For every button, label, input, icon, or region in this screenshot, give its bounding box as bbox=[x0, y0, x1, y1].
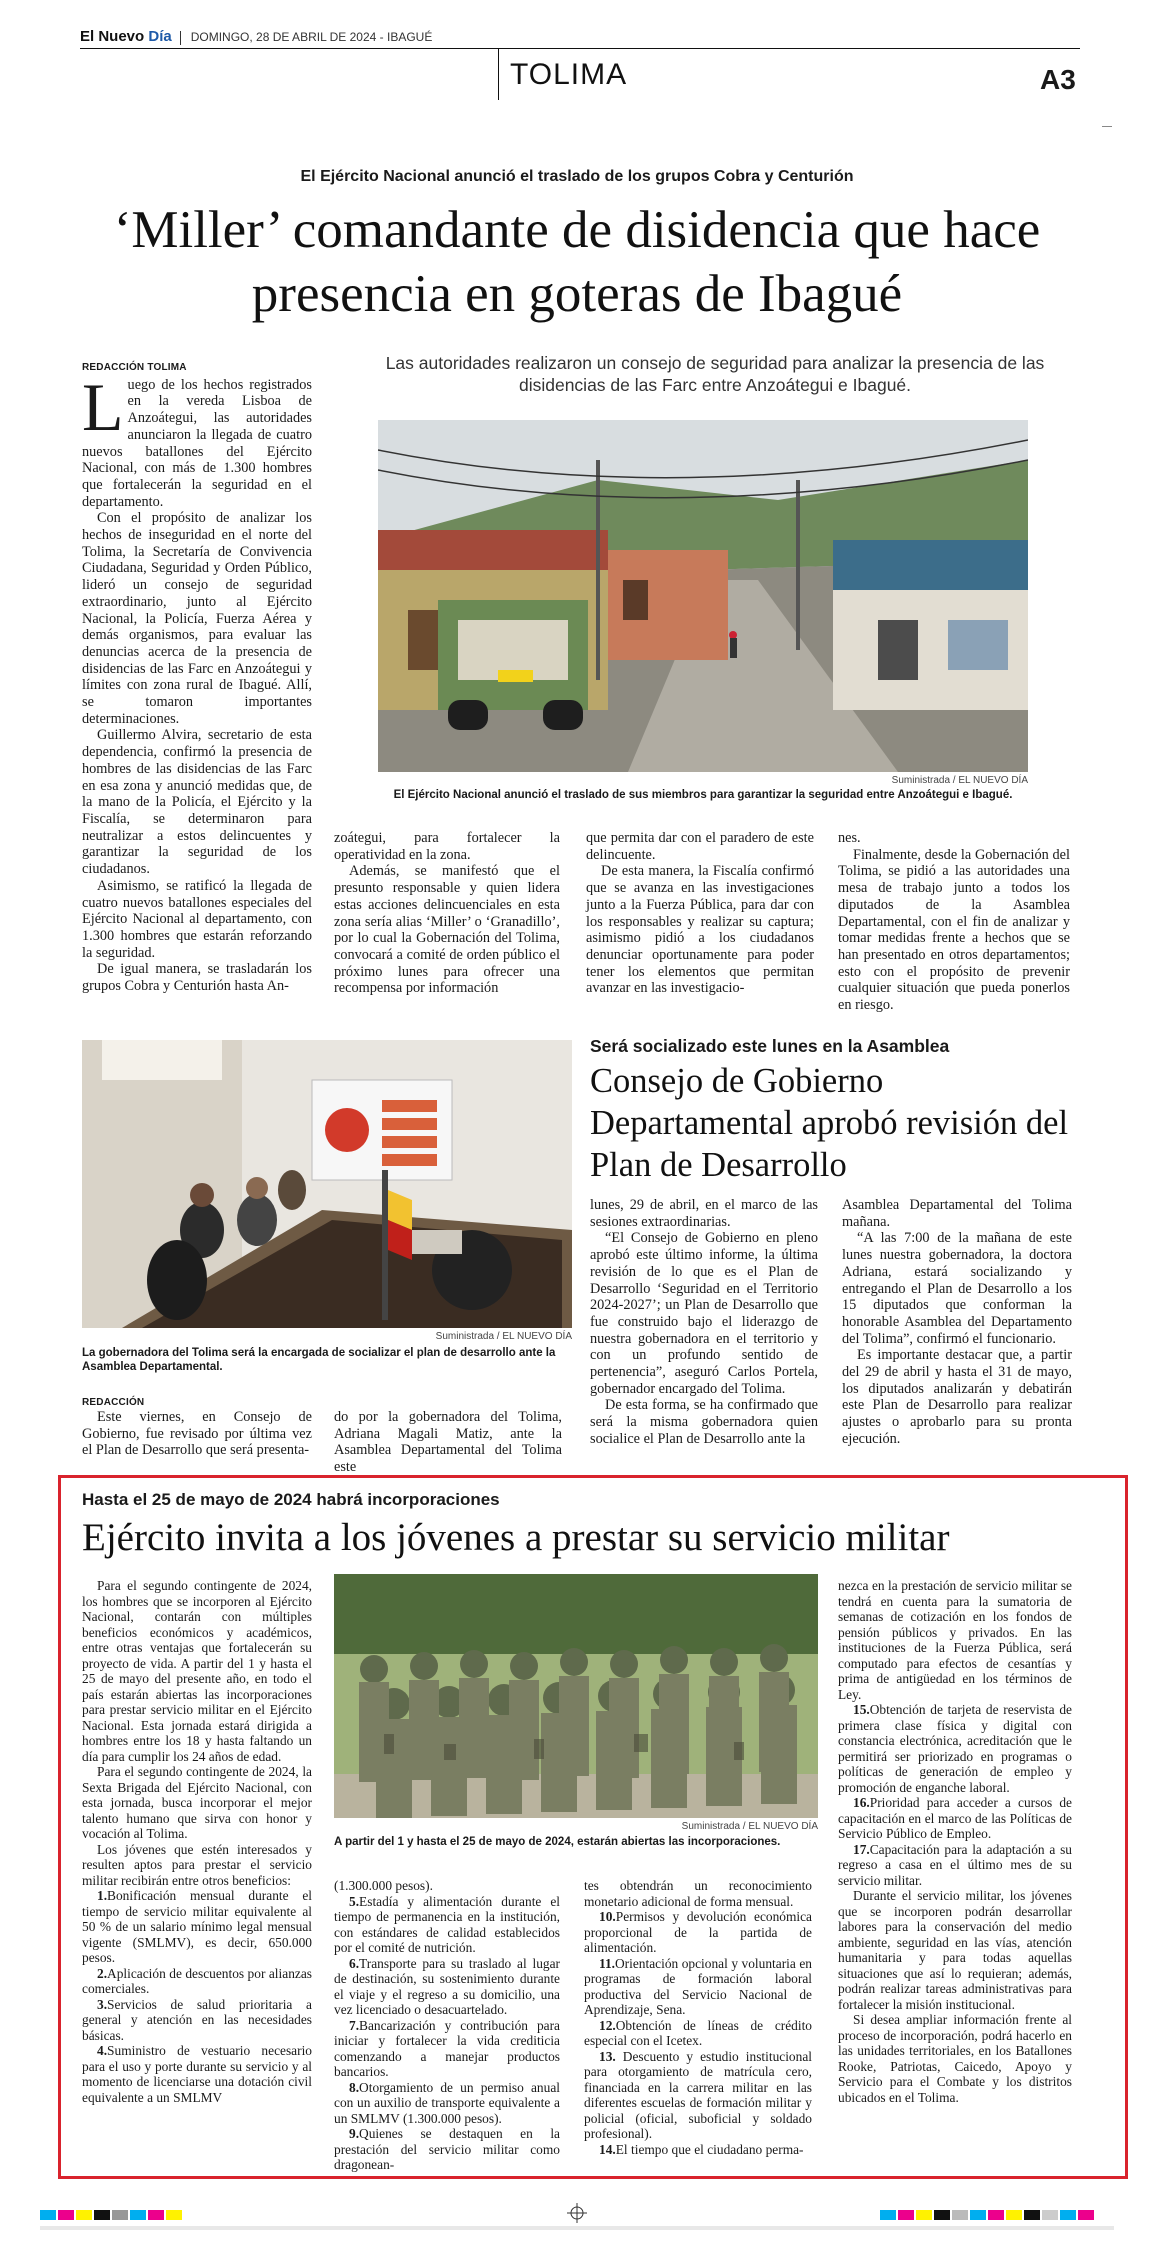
article3-photo-caption: A partir del 1 y hasta el 25 de mayo de 2024, estarán abiertas las incorporaciones. bbox=[334, 1836, 781, 1848]
meeting-photo bbox=[82, 1040, 572, 1328]
list-item: 3.Servicios de salud prioritaria a general y atención en las necesidades básicas. bbox=[82, 1996, 312, 2043]
list-item: 11.Orientación opcional y voluntaria en programas de formación laboral productiva del Servicio Nacional de Aprendizaje, Sena. bbox=[584, 1955, 812, 2017]
print-color-bar-left bbox=[40, 2210, 184, 2226]
article1-column-3: que permita dar con el paradero de este delincuente. De esta manera, la Fiscalía confirmó que se avanza en las investigaciones junto a la Fuerza Pública, para dar con los responsables y realizar su captura; asimismo pidió a los ciudadanos denunciar oportunamente para poder tener los elementos que permitan avanzar en las investigacio- bbox=[586, 830, 814, 997]
list-item: tes obtendrán un reconocimiento monetario adicional de forma mensual. bbox=[584, 1878, 812, 1909]
soldiers-formation-image bbox=[334, 1574, 818, 1818]
article2-photo-credit: Suministrada / EL NUEVO DÍA bbox=[435, 1331, 572, 1342]
street-scene-image bbox=[378, 420, 1028, 772]
article1-kicker: El Ejército Nacional anunció el traslado de los grupos Cobra y Centurión bbox=[300, 168, 854, 185]
registration-mark-icon bbox=[567, 2203, 587, 2223]
list-item: 6.Transporte para su traslado al lugar de destinación, su sostenimiento durante el viaje y el regreso a su domicilio, una vez licenciado o desacuartelado. bbox=[334, 1955, 560, 2017]
list-item: 17.Capacitación para la adaptación a su regreso a casa en el último mes de su servicio militar. bbox=[838, 1841, 1072, 1888]
article3-column-1 bbox=[82, 1578, 312, 2105]
drop-cap: L bbox=[82, 368, 124, 445]
header-rule bbox=[80, 48, 1080, 49]
list-item: 13. Descuento y estudio institucional para otorgamiento de matrícula cero, financiada en la carrera militar en las diferentes escuelas de formación militar y policial (oficial, suboficial y soldado profesional). bbox=[584, 2048, 812, 2141]
list-item: 4.Suministro de vestuario necesario para el uso y porte durante su servicio y al momento de licenciarse una dotación civil equivalente a un SMLMV bbox=[82, 2043, 312, 2105]
list-item: 2.Aplicación de descuentos por alianzas comerciales. bbox=[82, 1965, 312, 1996]
list-item: 15.Obtención de tarjeta de reservista de primera clase física y digital con constancia electrónica, acreditación que le permitirá ser priorizado en programas o políticas de generación de empleo y promoción de enganche laboral. bbox=[838, 1702, 1072, 1795]
article1-column-4: nes. Finalmente, desde la Gobernación del Tolima, se pidió a las autoridades una mesa de trabajo junto a todos los diputados de la Asamblea Departamental, con el fin de analizar y tomar medidas frente a hechos que se han presentado en otros departamentos; esto con el propósito de prevenir cualquier situación que pueda ponerlos en riesgo. bbox=[838, 830, 1070, 1014]
list-item: 8.Otorgamiento de un permiso anual con un auxilio de transporte equivalente a un SMLMV (1.300.000 pesos). bbox=[334, 2079, 560, 2126]
street-photo bbox=[378, 420, 1028, 772]
list-item: 10.Permisos y devolución económica proporcional de la partida de alimentación. bbox=[584, 1909, 812, 1955]
article1-photo-credit: Suministrada / EL NUEVO DÍA bbox=[891, 775, 1028, 786]
council-meeting-image bbox=[82, 1040, 572, 1328]
page-number: A3 bbox=[1040, 64, 1076, 95]
brand-logo: El Nuevo Día bbox=[80, 28, 172, 45]
list-item: Durante el servicio militar, los jóvenes que se incorporen podrán desarrollar labores para la conservación del medio ambiente, seguridad en las vías, atención humanitaria y para todas aquellas situaciones que así lo requieran; además, podrán realizar tareas administrativas para fortalecer la misión institucional. bbox=[838, 1888, 1072, 2012]
list-item: Para el segundo contingente de 2024, la Sexta Brigada del Ejército Nacional, con esta jornada, busca incorporar el mejor talento humano que sirva con honor y vocación al Tolima. bbox=[82, 1764, 312, 1841]
article2-headline[interactable]: Consejo de Gobierno Departamental aprobó revisión del Plan de Desarrollo bbox=[590, 1062, 1069, 1184]
article2-column-1: Este viernes, en Consejo de Gobierno, fue revisado por última vez el Plan de Desarrollo que será presenta- bbox=[82, 1409, 312, 1459]
list-item: Si desea ampliar información frente al proceso de incorporación, podrá hacerlo en las unidades territoriales, en los Batallones Rooke, Patriotas, Caicedo, Apoyo y Servicio para el Combate y los distritos ubicados en el Tolima. bbox=[838, 2012, 1072, 2105]
article2-column-2: do por la gobernadora del Tolima, Adriana Magali Matiz, ante la Asamblea Departamental del Tolima este bbox=[334, 1409, 562, 1476]
article3-photo-credit: Suministrada / EL NUEVO DÍA bbox=[681, 1821, 818, 1832]
article3-column-2 bbox=[334, 1878, 560, 2173]
article1-photo-caption: El Ejército Nacional anunció el traslado de sus miembros para garantizar la seguridad entre Anzoátegui e Ibagué. bbox=[393, 789, 1013, 801]
article3-column-3 bbox=[584, 1878, 812, 2157]
list-item: 7.Bancarización y contribución para iniciar y fortalecer la vida crediticia comenzando a manejar productos bancarios. bbox=[334, 2017, 560, 2079]
list-item: Los jóvenes que estén interesados y resulten aptos para prestar el servicio militar recibirán entre otros beneficios: bbox=[82, 1841, 312, 1888]
article2-photo-caption: La gobernadora del Tolima será la encargada de socializar el plan de desarrollo ante la Asamblea Departamental. bbox=[82, 1347, 556, 1373]
article3-kicker: Hasta el 25 de mayo de 2024 habrá incorporaciones bbox=[82, 1490, 500, 1509]
list-item: 14.El tiempo que el ciudadano perma- bbox=[599, 2141, 804, 2157]
soldiers-photo bbox=[334, 1574, 818, 1818]
list-item: nezca en la prestación de servicio militar se tendrá en cuenta para la sumatoria de semanas de cotización en los fondos de pensión públicos y privados. En las instituciones de la Fuerza Pública, será computado para efectos de cesantías y prima de antigüedad en los términos de Ley. bbox=[838, 1578, 1072, 1702]
article3-headline[interactable]: Ejército invita a los jóvenes a prestar su servicio militar bbox=[82, 1516, 950, 1559]
article1-photo-overline: Las autoridades realizaron un consejo de seguridad para analizar la presencia de las disidencias de las Farc entre Anzoátegui e Ibagué. bbox=[385, 353, 1045, 395]
print-color-bar-right bbox=[880, 2210, 1096, 2226]
article1-column-1: REDACCIÓN TOLIMA Luego de los hechos registrados en la vereda Lisboa de Anzoátegui, las autoridades anunciaron la llegada de cuatro nuevos batallones del Ejército Nacional, con más de 1.300 hombres que fortalecerán la seguridad en el departamento. Con el propósito de analizar los hechos de inseguridad en el norte del Tolima, la Secretaría de Convivencia Ciudadana, Seguridad y Orden Público, lideró un consejo de seguridad extraordinario, junto al Ejército Nacional, la Policía, Fuerza Aérea y demás organismos, para evaluar las denuncias acerca de la presencia de disidencias de las Farc en Anzoátegui y límites con zona rural de Ibagué. Allí, se tomaron importantes determinaciones. Guillermo Alvira, secretario de esta dependencia, confirmó la presencia de hombres de las disidencias de las Farc en esa zona y anunció medidas que, de la mano de la Policía, el Ejército y la Fiscalía, se determinaron para neutralizar a estos delincuentes y garantizar la seguridad de los ciudadanos. Asimismo, se ratificó la llegada de cuatro nuevos batallones especiales del Ejército Nacional al departamento, con 1.300 hombres que estarán reforzando la seguridad. De igual manera, se trasladarán los grupos Cobra y Centurión hasta An- bbox=[82, 362, 312, 995]
bottom-strip bbox=[40, 2226, 1114, 2230]
list-item: 1.Bonificación mensual durante el tiempo de servicio militar equivalente al 50 % de un salario mínimo legal mensual vigente (SMLMV), es decir, 650.000 pesos. bbox=[82, 1888, 312, 1965]
list-item: 12.Obtención de líneas de crédito especial con el Icetex. bbox=[584, 2017, 812, 2048]
list-item: Para el segundo contingente de 2024, los hombres que se incorporen al Ejército Nacional, contarán con múltiples beneficios económicos y académicos, entre otras ventajas que fortalecerán su proyecto de vida. A partir del 1 y hasta el 25 de mayo del presente año, en todo el país estarán abiertas las incorporaciones para prestar servicio militar en el Ejército Nacional. Esta jornada estará dirigida a hombres entre los 18 y hasta faltando un día para cumplir los 24 años de edad. bbox=[82, 1578, 312, 1764]
article1-byline: REDACCIÓN TOLIMA bbox=[82, 362, 187, 373]
article2-kicker: Será socializado este lunes en la Asamblea bbox=[590, 1036, 950, 1056]
section-divider bbox=[498, 48, 499, 100]
article2-column-4: Asamblea Departamental del Tolima mañana. “A las 7:00 de la mañana de este lunes nuestra gobernadora, la doctora Adriana, estará socializando y entregando el Plan de Desarrollo a los 15 diputados que conforman la honorable Asamblea del Departamento del Tolima”, confirmó el funcionario. Es importante destacar que, a partir del 29 de abril y hasta el 31 de mayo, los diputados analizarán y debatirán este Plan de Desarrollo para realizar ajustes o aprobarlo para su pronta ejecución. bbox=[842, 1197, 1072, 1447]
edition-date: DOMINGO, 28 DE ABRIL DE 2024 - IBAGUÉ bbox=[190, 30, 433, 44]
section-name: TOLIMA bbox=[510, 58, 628, 91]
masthead bbox=[80, 28, 432, 45]
list-item: 16.Prioridad para acceder a cursos de capacitación en el marco de las Políticas de Servicio Público de Empleo. bbox=[838, 1795, 1072, 1841]
article1-column-2: zoátegui, para fortalecer la operatividad en la zona. Además, se manifestó que el presunto responsable y quien lidera estas acciones delincuenciales en esta zona sería alias ‘Miller’ o ‘Granadillo’, por lo cual la Gobernación del Tolima, convocará a comité de orden público el próximo lunes para ofrecer una recompensa por información bbox=[334, 830, 560, 997]
margin-mark bbox=[1102, 126, 1112, 127]
list-item: (1.300.000 pesos). bbox=[334, 1878, 433, 1893]
list-item: 5.Estadía y alimentación durante el tiempo de permanencia en la institución, con estándares de calidad establecidos por el comité de nutrición. bbox=[334, 1893, 560, 1955]
list-item: 9.Quienes se destaquen en la prestación del servicio militar como dragonean- bbox=[334, 2126, 560, 2172]
article2-column-3: lunes, 29 de abril, en el marco de las sesiones extraordinarias. “El Consejo de Gobierno en pleno aprobó este último informe, la última revisión de lo que es el Plan de Desarrollo ‘Seguridad en el Territorio 2024-2027’; un Plan de Desarrollo que fue construido bajo el liderazgo de nuestra gobernadora en el territorio y con un profundo sentido de pertenencia”, aseguró Carlos Portela, gobernador encargado del Tolima. De esta forma, se ha confirmado que será la misma gobernadora quien socialice el Plan de Desarrollo ante la bbox=[590, 1197, 818, 1447]
article3-column-4 bbox=[838, 1578, 1072, 2105]
article2-byline: REDACCIÓN bbox=[82, 1397, 145, 1408]
article1-headline[interactable]: ‘Miller’ comandante de disidencia que hace presencia en goteras de Ibagué bbox=[113, 201, 1041, 323]
